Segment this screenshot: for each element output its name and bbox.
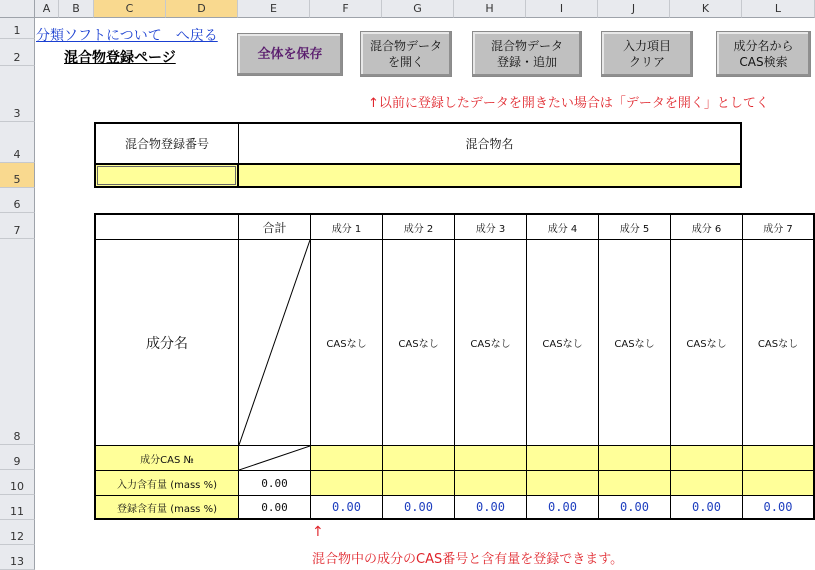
diagonal-line xyxy=(239,446,310,470)
component-name-cell[interactable]: CASなし xyxy=(670,239,743,446)
back-to-about-link[interactable]: 分類ソフトについて へ戻る xyxy=(36,28,218,44)
component-header: 成分 4 xyxy=(526,213,599,240)
component-registered-value: 0.00 xyxy=(670,495,743,520)
component-name-cell[interactable]: CASなし xyxy=(598,239,671,446)
diagonal-line xyxy=(239,240,310,445)
row-header-3[interactable]: 3 xyxy=(0,66,35,122)
component-cas-input[interactable] xyxy=(454,445,527,471)
component-header: 成分 7 xyxy=(742,213,815,240)
open-data-note: ↑以前に登録したデータを開きたい場合は「データを開く」としてく xyxy=(368,96,769,111)
component-header: 成分 6 xyxy=(670,213,743,240)
row-header-6[interactable]: 6 xyxy=(0,188,35,213)
component-cas-input[interactable] xyxy=(598,445,671,471)
component-registered-value: 0.00 xyxy=(310,495,383,520)
cas-search-button[interactable]: 成分名から CAS検索 xyxy=(716,31,811,77)
mixture-number-header: 混合物登録番号 xyxy=(94,122,239,164)
component-registered-value: 0.00 xyxy=(742,495,815,520)
component-content-input[interactable] xyxy=(454,470,527,496)
column-header-a[interactable]: A xyxy=(35,0,59,18)
bottom-note: 混合物中の成分のCAS番号と含有量を登録できます。 xyxy=(312,552,624,567)
component-cas-input[interactable] xyxy=(670,445,743,471)
mixture-name-header: 混合物名 xyxy=(238,122,742,164)
total-header: 合計 xyxy=(238,213,311,240)
component-name-cell[interactable]: CASなし xyxy=(742,239,815,446)
column-header-g[interactable]: G xyxy=(382,0,454,18)
row-header-11[interactable]: 11 xyxy=(0,495,35,520)
component-registered-value: 0.00 xyxy=(454,495,527,520)
component-cas-input[interactable] xyxy=(382,445,455,471)
cas-no-label: 成分CAS № xyxy=(94,445,239,471)
column-header-k[interactable]: K xyxy=(670,0,742,18)
row-header-10[interactable]: 10 xyxy=(0,470,35,495)
input-content-total: 0.00 xyxy=(238,470,311,496)
component-registered-value: 0.00 xyxy=(382,495,455,520)
mixture-number-input[interactable] xyxy=(94,163,239,188)
page-title: 混合物登録ページ xyxy=(64,50,176,66)
component-registered-value: 0.00 xyxy=(526,495,599,520)
row-header-1[interactable]: 1 xyxy=(0,18,35,39)
column-header-j[interactable]: J xyxy=(598,0,670,18)
component-content-input[interactable] xyxy=(670,470,743,496)
component-registered-value: 0.00 xyxy=(598,495,671,520)
row-header-8[interactable]: 8 xyxy=(0,239,35,445)
row-header-7[interactable]: 7 xyxy=(0,213,35,239)
total-name-diagonal-cell xyxy=(238,239,311,446)
component-cas-input[interactable] xyxy=(526,445,599,471)
save-all-button[interactable]: 全体を保存 xyxy=(237,33,343,76)
component-content-input[interactable] xyxy=(598,470,671,496)
component-name-cell[interactable]: CASなし xyxy=(454,239,527,446)
mixture-name-input[interactable] xyxy=(238,163,742,188)
components-corner-cell xyxy=(94,213,239,240)
component-name-cell[interactable]: CASなし xyxy=(526,239,599,446)
component-content-input[interactable] xyxy=(310,470,383,496)
clear-inputs-button[interactable]: 入力項目 クリア xyxy=(601,31,693,77)
component-content-input[interactable] xyxy=(526,470,599,496)
input-content-label: 入力含有量 (mass %) xyxy=(94,470,239,496)
component-content-input[interactable] xyxy=(382,470,455,496)
open-mixture-data-button[interactable]: 混合物データ を開く xyxy=(360,31,452,77)
component-name-label: 成分名 xyxy=(94,239,239,446)
row-header-13[interactable]: 13 xyxy=(0,545,35,570)
row-header-2[interactable]: 2 xyxy=(0,39,35,66)
component-cas-input[interactable] xyxy=(310,445,383,471)
row-header-4[interactable]: 4 xyxy=(0,122,35,163)
column-header-f[interactable]: F xyxy=(310,0,382,18)
component-cas-input[interactable] xyxy=(742,445,815,471)
column-header-i[interactable]: I xyxy=(526,0,598,18)
component-name-cell[interactable]: CASなし xyxy=(382,239,455,446)
total-cas-diagonal-cell xyxy=(238,445,311,471)
row-header-9[interactable]: 9 xyxy=(0,445,35,470)
column-header-c[interactable]: C xyxy=(94,0,166,18)
component-name-cell[interactable]: CASなし xyxy=(310,239,383,446)
registered-content-total: 0.00 xyxy=(238,495,311,520)
select-all-corner[interactable] xyxy=(0,0,35,18)
component-header: 成分 1 xyxy=(310,213,383,240)
column-header-b[interactable]: B xyxy=(59,0,94,18)
component-header: 成分 5 xyxy=(598,213,671,240)
column-header-h[interactable]: H xyxy=(454,0,526,18)
component-header: 成分 2 xyxy=(382,213,455,240)
registered-content-label: 登録含有量 (mass %) xyxy=(94,495,239,520)
row-header-12[interactable]: 12 xyxy=(0,520,35,545)
column-header-l[interactable]: L xyxy=(742,0,815,18)
component-content-input[interactable] xyxy=(742,470,815,496)
up-arrow-note: ↑ xyxy=(312,524,324,540)
row-header-5[interactable]: 5 xyxy=(0,163,35,188)
component-header: 成分 3 xyxy=(454,213,527,240)
column-header-d[interactable]: D xyxy=(166,0,238,18)
column-header-e[interactable]: E xyxy=(238,0,310,18)
register-mixture-data-button[interactable]: 混合物データ 登録・追加 xyxy=(472,31,582,77)
